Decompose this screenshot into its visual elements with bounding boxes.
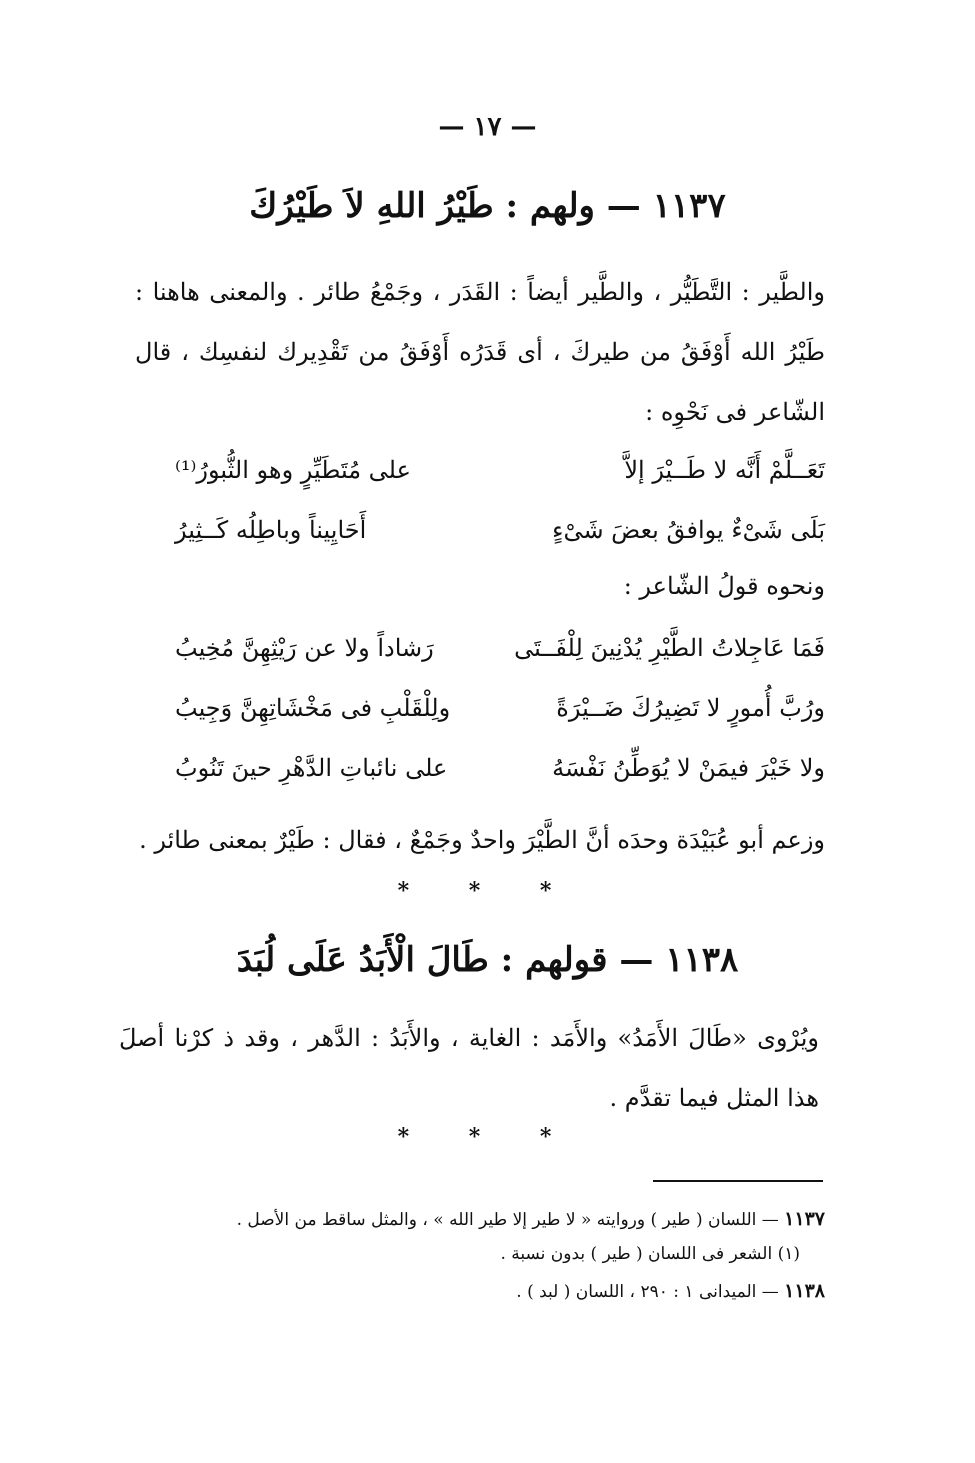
entry-1137-heading: ١١٣٧ — ولهم : طَيْرُ اللهِ لاَ طَيْرُكَ [249,186,726,226]
footnote-number: ١١٣٨ [784,1280,825,1302]
verse-second-hemistich: رَشاداً ولا عن رَيْثِهِنَّ مُخِيبُ [175,634,434,662]
page-number: — ١٧ — [438,112,537,142]
footnote-number: ١١٣٧ [784,1208,825,1230]
verse-second-hemistich: أَحَايِيناً وباطِلُه كَــثِيرُ [175,516,367,544]
verse-line [175,456,825,496]
verse-line [175,516,825,556]
verse-first-hemistich: ورُبَّ أُمورٍ لا تَضِيرُكَ ضَــيْرَةً [556,694,825,722]
footnote-text: — الميدانى ١ : ٢٩٠ ، اللسان ( لبد ) . [516,1282,779,1302]
footnote-divider [653,1180,823,1182]
section-separator: * * * [397,1124,578,1150]
footnote [125,1208,825,1230]
verse-first-hemistich: بَلَى شَىْءٌ يوافقُ بعضَ شَىْءٍ [552,516,825,544]
entry-1137-paragraph: والطَّير : التَّطَيُّر ، والطَّير أيضاً : القَدَر ، وجَمْعُ طائر . والمعنى هاهنا : طَيْرُ الله أَوْفَقُ من طيركَ ، أى قَدَرُه أَوْفَقُ من تَقْدِيرك لنفسِك ، قال الشّاعر فى نَحْوِه : [135,278,826,426]
verse-second-hemistich: على نائباتِ الدَّهْرِ حينَ تَنُوبُ [175,754,448,782]
verse-first-hemistich: فَمَا عَاجِلاتُ الطَّيْرِ يُدْنِينَ لِلْفَــتَى [514,634,825,662]
verse-line [175,754,825,794]
entry-1138-heading: ١١٣٨ — قولهم : طَالَ الْأَبَدُ عَلَى لُبَدَ [236,940,739,980]
verse-line [175,694,825,734]
entry-1137-intro-2: ونحوه قولُ الشّاعر : [623,572,825,600]
footnote-text: — اللسان ( طير ) وروايته « لا طير إلا طير الله » ، والمثل ساقط من الأصل . [236,1210,779,1230]
verse-second-hemistich: ولِلْقَلْبِ فى مَخْشَاتِهِنَّ وَجِيبُ [175,694,451,722]
footnote-text: (١) الشعر فى اللسان ( طير ) بدون نسبة . [500,1244,800,1264]
verse-first-hemistich: ولا خَيْرَ فيمَنْ لا يُوَطِّنُ نَفْسَهُ [552,754,825,782]
verse-first-hemistich: تَعَــلَّمْ أَنَّه لا طَــيْرَ إلاَّ [624,456,825,484]
footnote [125,1280,825,1302]
verse-line [175,634,825,674]
entry-1137-closing: وزعم أبو عُبَيْدَة وحدَه أنَّ الطَّيْرَ واحدٌ وجَمْعٌ ، فقال : طَيْرٌ بمعنى طائر . [139,826,825,854]
verse-second-hemistich: على مُتَطَيِّرٍ وهو الثُّبورُ⁽¹⁾ [175,456,411,484]
entry-1138-paragraph: ويُرْوى «طَالَ الأَمَدُ» والأَمَد : الغاية ، والأَبَدُ : الدَّهر ، وقد ذ كرْنا أصلَ هذا المثل فيما تقدَّم . [119,1024,819,1112]
footnote [100,1244,800,1264]
section-separator: * * * [397,878,578,904]
